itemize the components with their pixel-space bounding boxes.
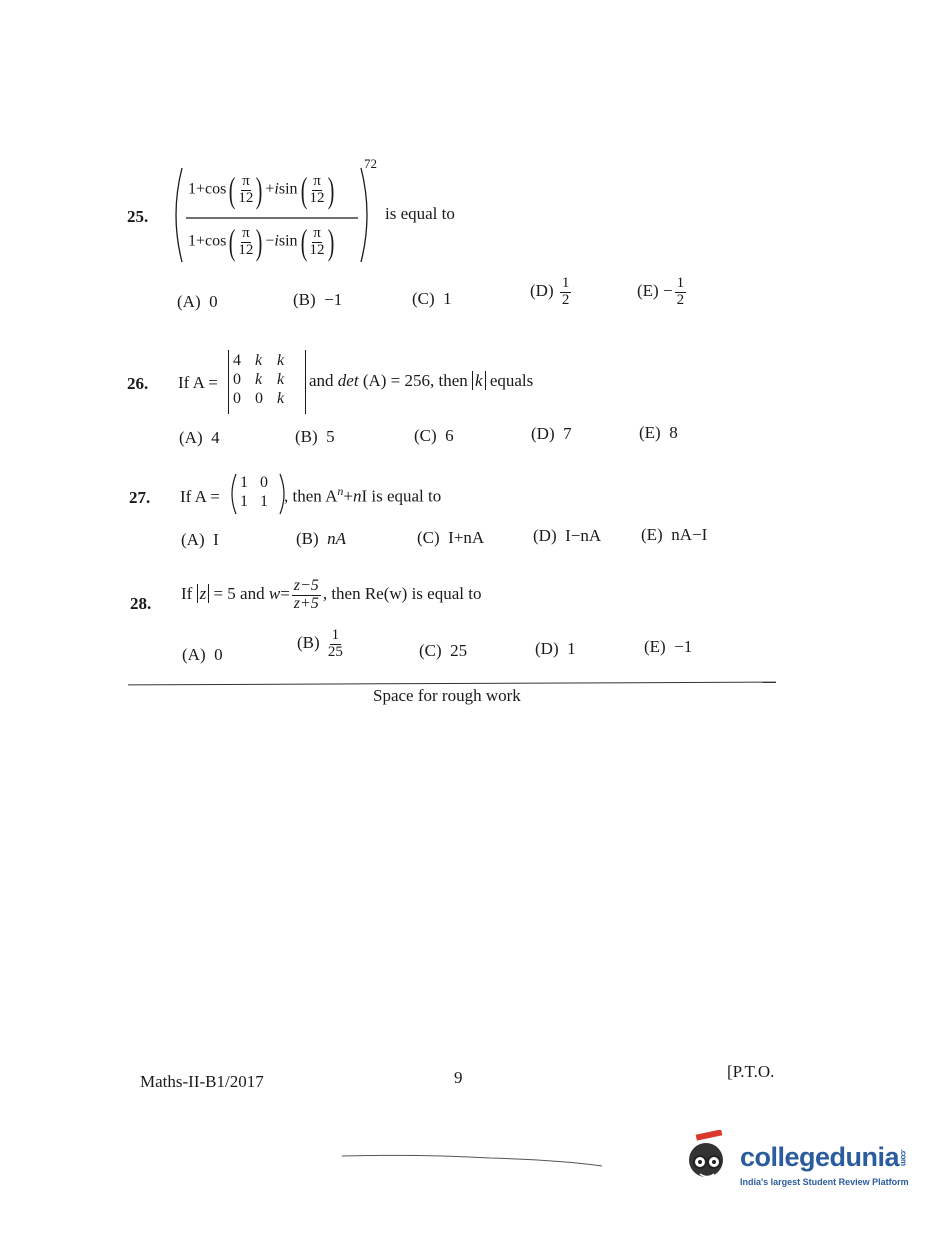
q26-option-c[interactable]: (C) 6 — [414, 426, 454, 445]
q25-option-b[interactable]: (B) −1 — [293, 290, 343, 309]
q26-prefix: If A = — [178, 373, 218, 392]
q25-paren-left: ( — [229, 170, 236, 210]
q25-pi-frac: $\frac{\pi}{12}$ — [238, 172, 254, 206]
q26-matrix-cell: k — [277, 390, 285, 408]
q27-matrix-cell: 1 — [240, 474, 248, 491]
q26-option-b[interactable]: (B) 5 — [295, 427, 335, 446]
q28-option-e[interactable]: (E) −1 — [644, 637, 693, 656]
q27-option-c[interactable]: (C) I+nA — [417, 528, 485, 547]
q25-num-cos: 1+cos — [188, 180, 227, 198]
q25-tail: is equal to — [385, 204, 455, 223]
q25-den-cos: 1+cos — [188, 232, 227, 250]
q25-denominator: 1+cos( $\frac{\pi}{12}$ ) −isin( $\frac{\pi}{12}$ ) — [188, 222, 334, 262]
q27-statement: , then $A^n+nI$ is equal to — [284, 484, 442, 506]
q28-option-a[interactable]: (A) 0 — [182, 645, 223, 664]
q26-matrix — [228, 350, 306, 414]
q26-number: 26. — [127, 374, 149, 393]
rough-work-divider — [128, 682, 776, 686]
q25-numerator: 1+cos( $\frac{\pi}{12}$ ) +isin( $\frac{\pi}{12}$ ) — [188, 170, 334, 210]
q25-outer-parens — [168, 150, 383, 280]
q25-option-a[interactable]: (A) 0 — [177, 292, 218, 311]
watermark — [680, 1130, 910, 1196]
q26-matrix-cell: 0 — [255, 390, 263, 408]
q27-matrix — [228, 471, 290, 517]
q26-matrix-cell: k — [255, 352, 263, 369]
q28-statement: If z = 5 and w= $\frac{z-5}{z+5}$ , then Re(w) is equal to — [181, 577, 482, 612]
pen-stroke — [340, 1150, 610, 1170]
q26-option-a[interactable]: (A) 4 — [179, 428, 220, 447]
q27-matrix-cell: 1 — [240, 493, 248, 511]
footer-code: Maths-II-B1/2017 — [140, 1072, 264, 1091]
q28-option-b[interactable]: (B) $\frac{1}{25}$ — [297, 627, 343, 660]
q25-expression — [168, 150, 383, 280]
q26-matrix-cell: k — [277, 371, 285, 389]
q28-number: 28. — [130, 594, 152, 613]
rough-work-label: Space for rough work — [373, 686, 521, 705]
q26-matrix-cell: 0 — [233, 390, 241, 408]
watermark-tagline: India's largest Student Review Platform — [740, 1177, 909, 1187]
q26-matrix-cell: 4 — [233, 352, 241, 369]
mascot-icon — [680, 1130, 736, 1192]
q26-option-e[interactable]: (E) 8 — [639, 423, 678, 442]
q26-matrix-cell: k — [277, 352, 285, 369]
watermark-brand: collegedunia.com — [740, 1142, 909, 1172]
q27-option-b[interactable]: (B) nA — [296, 529, 347, 548]
footer-pto: [P.T.O. — [727, 1062, 775, 1081]
q27-option-d[interactable]: (D) I−nA — [533, 526, 602, 545]
q27-matrix-cell: 1 — [260, 493, 268, 511]
q25-paren-right: ) — [256, 170, 263, 210]
q25-option-d[interactable]: (D) $\frac{1}{2}$ — [530, 275, 570, 308]
q25-option-e[interactable]: (E) − $\frac{1}{2}$ — [637, 275, 685, 308]
q28-option-d[interactable]: (D) 1 — [535, 639, 576, 658]
q26-matrix-grid — [233, 351, 299, 409]
q27-matrix-cell: 0 — [260, 474, 268, 491]
q27-matrix-grid — [240, 473, 280, 511]
q25-power: 72 — [364, 156, 377, 171]
q27-option-a[interactable]: (A) I — [181, 530, 219, 549]
q26-statement: and det (A) = 256, then k equals — [309, 371, 534, 390]
q27-prefix: If A = — [180, 487, 220, 506]
q25-option-c[interactable]: (C) 1 — [412, 289, 452, 308]
footer-page-number: 9 — [454, 1068, 463, 1087]
q26-option-d[interactable]: (D) 7 — [531, 424, 572, 443]
q26-matrix-cell: k — [255, 371, 263, 389]
q25-number: 25. — [127, 207, 149, 226]
q28-option-c[interactable]: (C) 25 — [419, 641, 468, 660]
q26-matrix-cell: 0 — [233, 371, 241, 389]
q27-option-e[interactable]: (E) nA−I — [641, 525, 708, 544]
q27-number: 27. — [129, 488, 151, 507]
